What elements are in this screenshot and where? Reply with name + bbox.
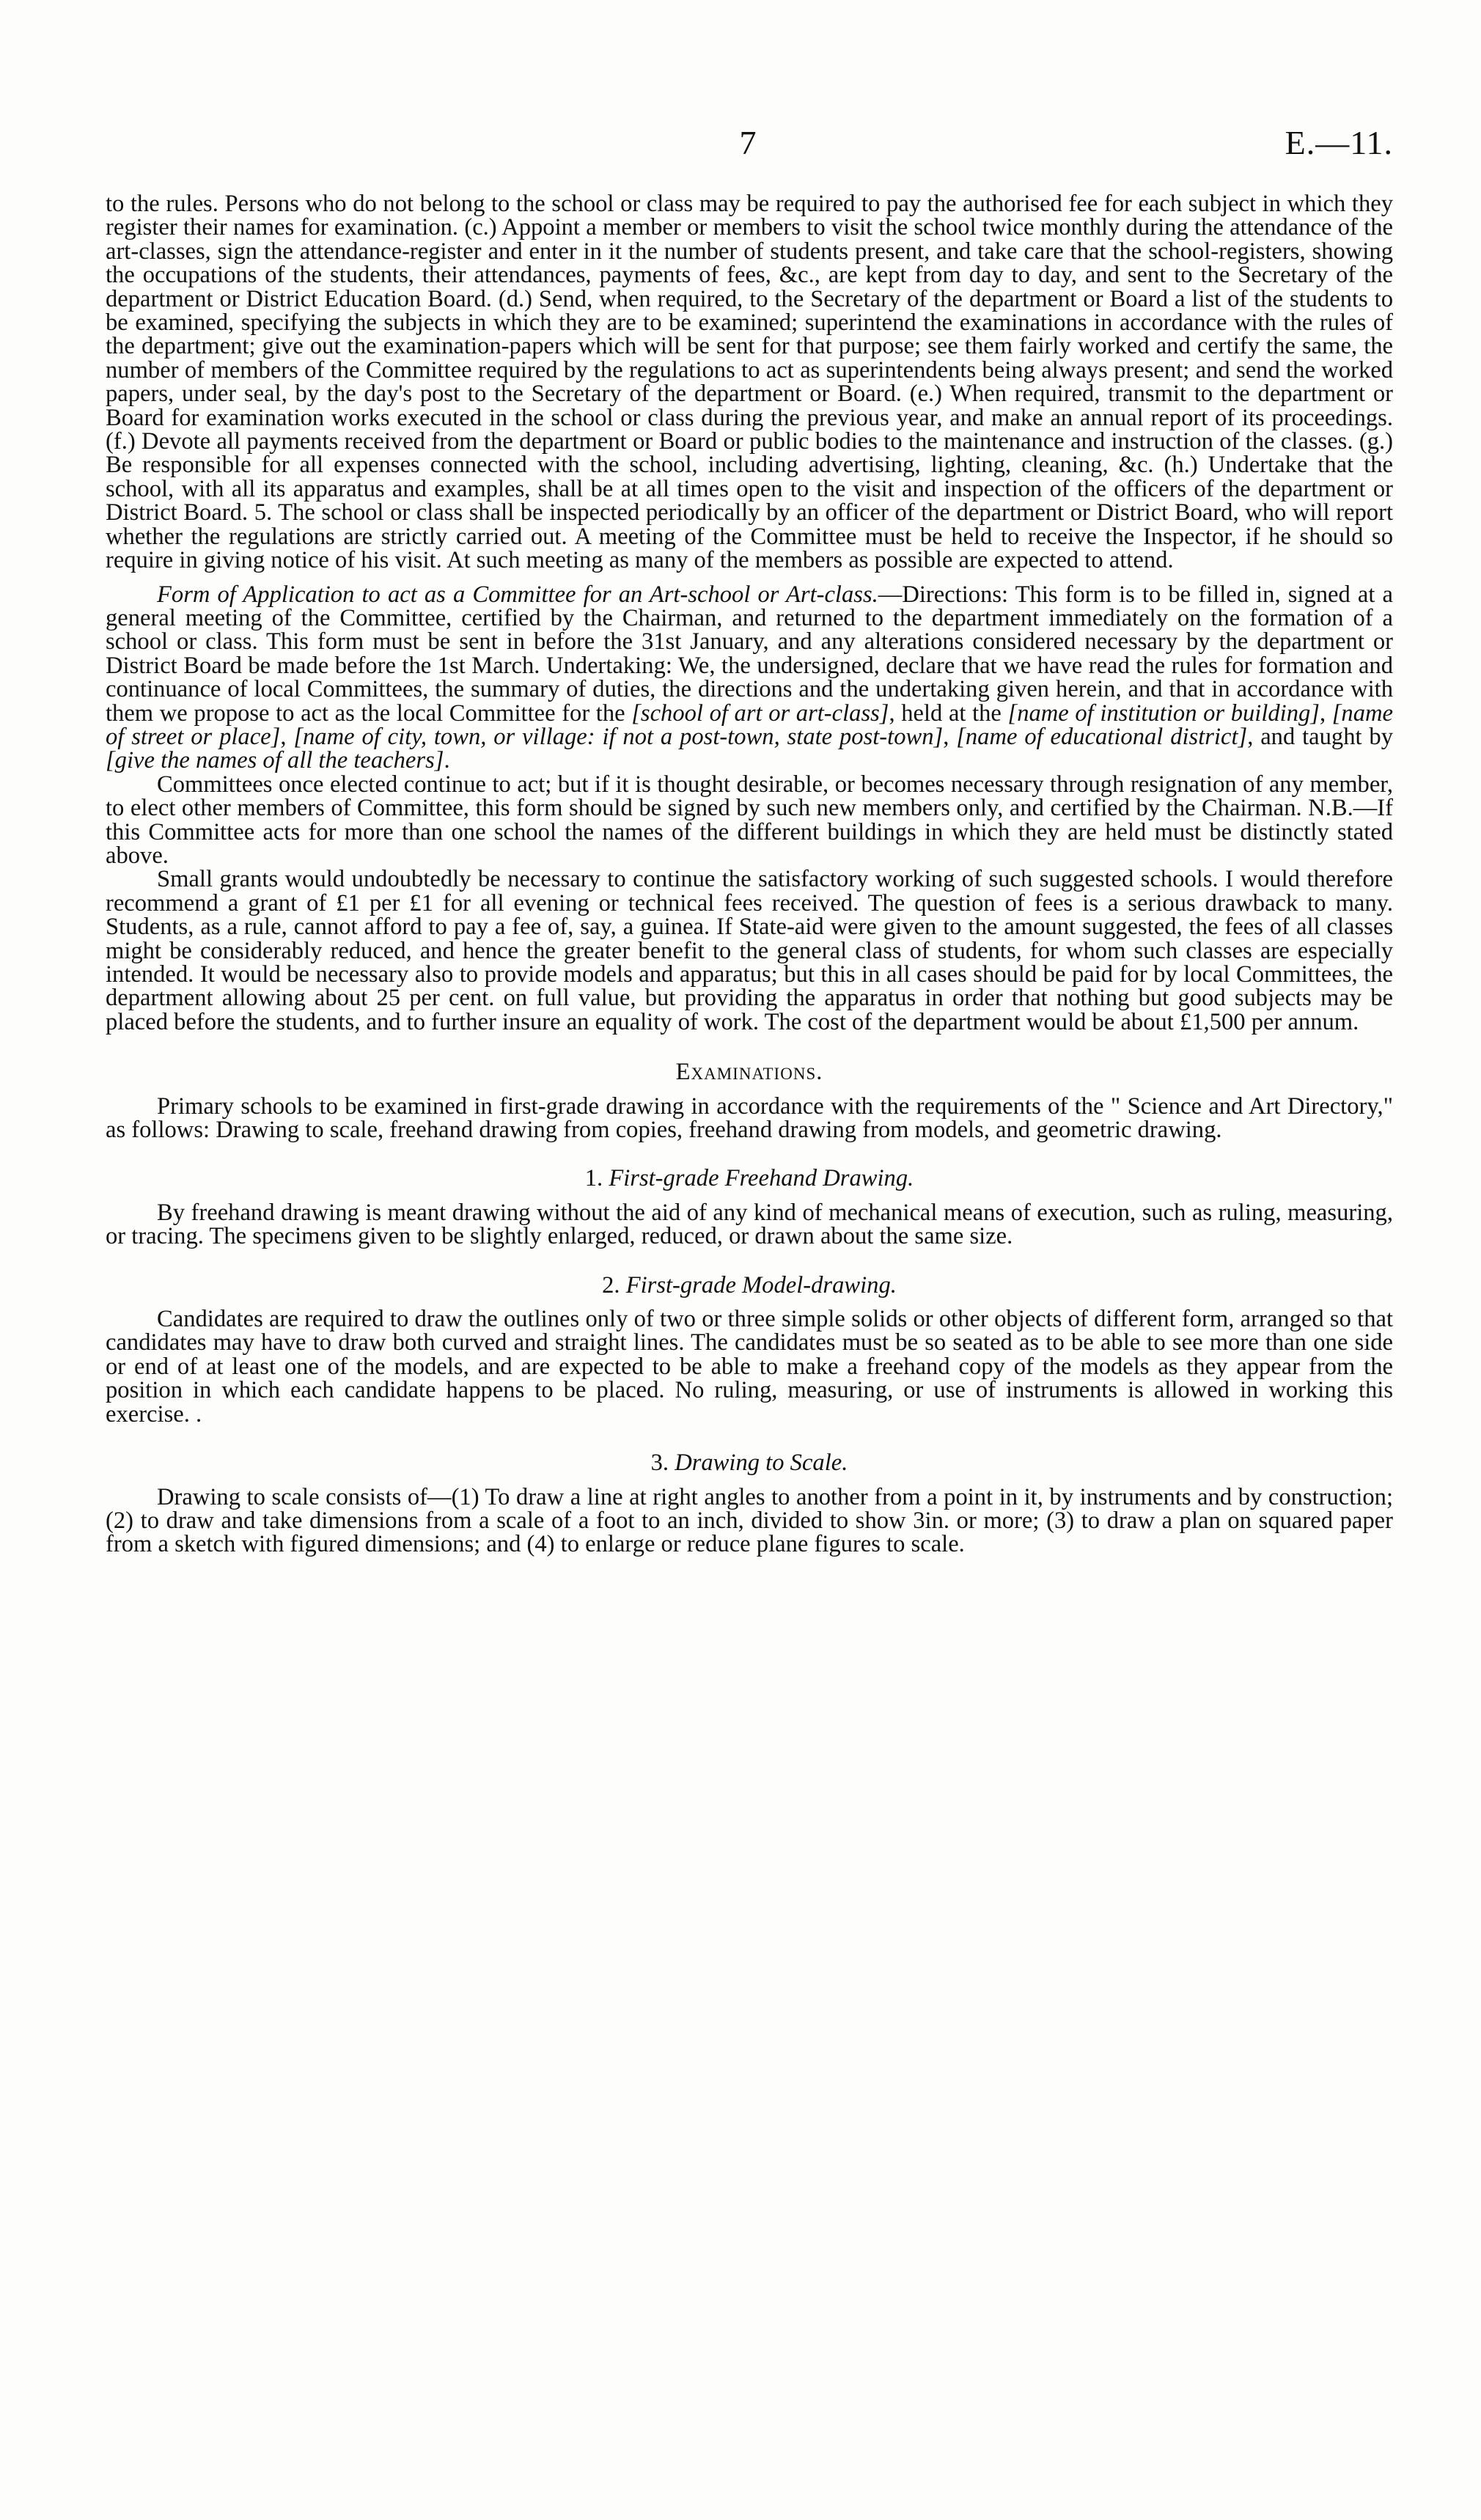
paragraph-committee-duties: to the rules. Persons who do not belong to the school or class may be required to pay the authorised fee for each subject in which they register their names for examination. (c.) Appoint a member or members to visit the school twice monthly during the attendance of the art-classes, sign the attendance-register and enter in it the number of students present, and take care that the school-registers, showing the occupations of the students, their attendances, payments of fees, &c., are kept from day to day, and sent to the Secretary of the department or District Education Board. (d.) Send, when required, to the Secretary of the department or Board a list of the students to be examined, specifying the subjects in which they are to be examined; superintend the examinations in accordance with the rules of the department; give out the examination-papers which will be sent for that purpose; see them fairly worked and certify the same, the number of members of the Committee required by the regulations to act as superintendents being always present; and send the worked papers, under seal, by the day's post to the Secretary of the department or Board. (e.) When required, transmit to the department or Board for examination works executed in the school or class during the previous year, and make an annual report of its proceedings. (f.) Devote all payments received from the department or Board or public bodies to the maintenance and instruction of the classes. (g.) Be responsible for all expenses connected with the school, including advertising, lighting, cleaning, &c. (h.) Undertake that the school, with all its apparatus and examples, shall be at all times open to the visit and inspection of the officers of the department or District Board. 5. The school or class shall be inspected periodically by an officer of the department or District Board, who will report whether the regulations are strictly carried out. A meeting of the Committee must be held to receive the Inspector, if he should so require in giving notice of his visit. At such meeting as many of the members as possible are expected to attend. — [106, 191, 1393, 574]
paragraph-committee-continuance: Committees once elected continue to act; but if it is thought desirable, or becomes necessary through resignation of any member, to elect other members of Committee, this form should be signed by such new members only, and certified by the Chairman. N.B.—If this Committee acts for more than one school the names of the different buildings in which they are held must be distinctly stated above. — [106, 771, 1393, 869]
blank-teachers: [give the names of all the teachers] — [106, 747, 444, 774]
form-text: , — [1319, 699, 1332, 727]
blank-school-type: [school of art or art-class] — [631, 699, 889, 727]
section-text-drawing-to-scale: Drawing to scale consists of—(1) To draw a line at right angles to another from a point in it, by instruments and by construction; (2) to draw and take dimensions from a scale of a foot to an inch, divided to show 3in. or more; (3) to draw a plan on squared paper from a sketch with figured dimensions; and (4) to enlarge or reduce plane figures to scale. — [106, 1483, 1393, 1558]
document-reference: E.—11. — [1285, 124, 1393, 161]
form-text: , held at the — [889, 699, 1008, 727]
paragraph-application-form — [106, 583, 1393, 773]
form-text: , and taught by — [1247, 723, 1393, 750]
form-text: —Directions: This form is to be filled in, signed at a general meeting of the Committee, certified by the Chairman, and returned to the department immediately on the formation of a school or class. This form must be sent in before the 31st January, and any alterations considered necessary by the department or District Board be made before the 1st March. Undertaking: We, the undersigned, declare that we have read the rules for formation and continuance of local Committees, the summary of duties, the directions and the undertaking given herein, and that in accordance with them we propose to act as the local Committee for the — [106, 581, 1393, 727]
section-title: First-grade Model-drawing. — [625, 1271, 897, 1298]
section-text-freehand: By freehand drawing is meant drawing without the aid of any kind of mechanical means of execution, such as ruling, measuring, or tracing. The specimens given to be slightly enlarged, reduced, or drawn about the same size. — [106, 1199, 1393, 1250]
blank-street: [name of street or place] — [106, 699, 1393, 750]
section-heading-model-drawing — [106, 1271, 1393, 1298]
form-text: , — [943, 723, 957, 750]
blank-district: [name of educational district] — [956, 723, 1248, 750]
page-header — [103, 123, 1393, 182]
blank-city: [name of city, town, or village: if not a post-town, state post-town] — [293, 723, 944, 750]
section-heading-freehand — [106, 1167, 1393, 1190]
examinations-heading: Examinations. — [675, 1059, 823, 1086]
form-title: Form of Application to act as a Committee for an Art-school or Art-class. — [157, 581, 878, 608]
blank-institution: [name of institution or building] — [1007, 699, 1320, 727]
section-number: 2. — [602, 1271, 626, 1298]
section-heading-drawing-to-scale — [106, 1450, 1393, 1477]
section-number: 3. — [650, 1450, 675, 1477]
section-text-model-drawing: Candidates are required to draw the outlines only of two or three simple solids or other objects of different form, arranged so that candidates may have to draw both curved and straight lines. The candidates must be so seated as to be able to see more than one side or end of at least one of the models, and are expected to be able to make a freehand copy of the models as they appear from the position in which each candidate happens to be placed. No ruling, measuring, or use of instruments is allowed in working this exercise. . — [106, 1306, 1393, 1428]
form-text: . — [444, 747, 450, 774]
form-text: , — [280, 723, 294, 750]
section-number: 1. — [584, 1165, 609, 1192]
section-title: First-grade Freehand Drawing. — [609, 1165, 914, 1192]
examinations-intro: Primary schools to be examined in first-grade drawing in accordance with the requirements of the " Science and Art Directory," as follows: Drawing to scale, freehand drawing from copies, freehand drawing from models, and geometric drawing. — [106, 1092, 1393, 1144]
paragraph-grants: Small grants would undoubtedly be necessary to continue the satisfactory working of such suggested schools. I would therefore recommend a grant of £1 per £1 for all evening or technical fees received. The question of fees is a serious drawback to many. Students, as a rule, cannot afford to pay a fee of, say, a guinea. If State-aid were given to the amount suggested, the fees of all classes might be considerably reduced, and hence the greater benefit to the general class of students, for whom such classes are especially intended. It would be necessary also to provide models and apparatus; but this in all cases should be paid for by local Committees, the department allowing about 25 per cent. on full value, but providing the apparatus in order that nothing but good subjects may be placed before the students, and to further insure an equality of work. The cost of the department would be about £1,500 per annum. — [106, 866, 1393, 1035]
section-title: Drawing to Scale. — [675, 1450, 848, 1477]
page-body — [106, 192, 1393, 1557]
page-number: 7 — [739, 124, 757, 161]
